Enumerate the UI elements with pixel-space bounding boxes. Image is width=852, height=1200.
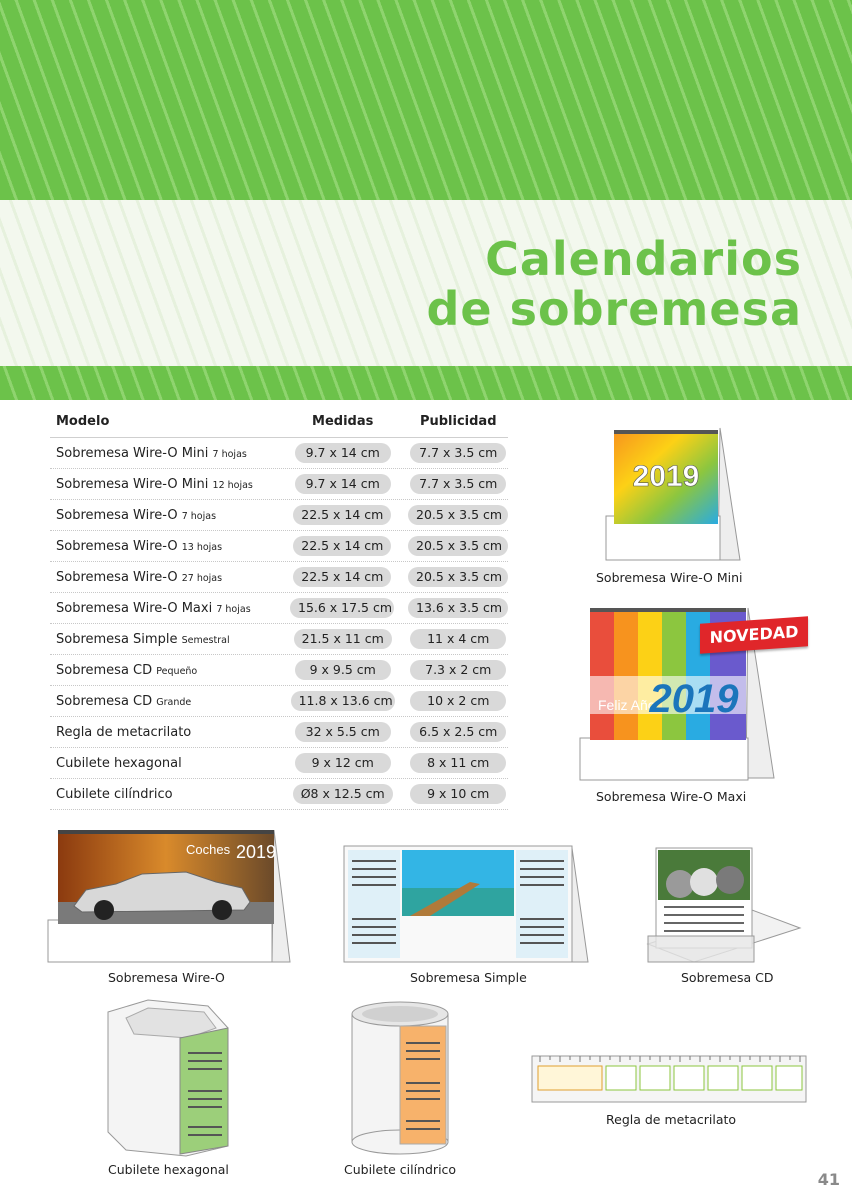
- row-model-name: Sobremesa Wire-O: [56, 538, 178, 554]
- row-model-name: Sobremesa CD: [56, 693, 153, 709]
- publicidad-pill: 7.3 x 2 cm: [410, 660, 506, 680]
- product-hexagonal-illustration: [104, 998, 234, 1158]
- table-row: [50, 717, 508, 748]
- row-publicidad: [408, 660, 508, 680]
- publicidad-pill: 8 x 11 cm: [410, 753, 506, 773]
- row-model: [50, 508, 289, 523]
- row-model-name: Sobremesa Wire-O Mini: [56, 476, 209, 492]
- row-model: [50, 694, 289, 709]
- row-publicidad: [408, 505, 508, 525]
- row-model-note: Pequeño: [156, 665, 198, 677]
- row-publicidad: [408, 629, 508, 649]
- row-publicidad: [408, 443, 508, 463]
- page-title-line1: Calendarios: [485, 232, 802, 286]
- page-title-line2: de sobremesa: [426, 282, 802, 336]
- medidas-pill: 9 x 9.5 cm: [295, 660, 391, 680]
- header-publicidad: Publicidad: [419, 414, 497, 429]
- maxi-greeting-text: Feliz Año: [598, 697, 656, 713]
- table-row: [50, 593, 508, 624]
- row-model-note: 13 hojas: [181, 541, 223, 553]
- table-row: [50, 779, 508, 810]
- wireo-year-text: 2019: [236, 842, 277, 862]
- product-wireo-illustration: [46, 826, 292, 966]
- medidas-pill: 11.8 x 13.6 cm: [291, 691, 395, 711]
- row-medidas: [291, 784, 395, 804]
- table-row: [50, 531, 508, 562]
- publicidad-pill: 11 x 4 cm: [410, 629, 506, 649]
- row-publicidad: [408, 753, 508, 773]
- product-mini-illustration: [600, 420, 750, 566]
- row-model: [50, 663, 289, 678]
- publicidad-pill: 20.5 x 3.5 cm: [408, 567, 508, 587]
- row-model: [50, 446, 289, 461]
- medidas-pill: 15.6 x 17.5 cm: [290, 598, 394, 618]
- table-row: [50, 624, 508, 655]
- row-model: [50, 570, 289, 585]
- row-model-name: Regla de metacrilato: [56, 724, 192, 740]
- row-model: [50, 601, 288, 616]
- row-medidas: [291, 443, 395, 463]
- publicidad-pill: 13.6 x 3.5 cm: [408, 598, 508, 618]
- table-header: [50, 406, 508, 438]
- publicidad-pill: 7.7 x 3.5 cm: [410, 474, 506, 494]
- table-row: [50, 655, 508, 686]
- row-medidas: [291, 691, 395, 711]
- caption-cd: Sobremesa CD: [681, 970, 774, 985]
- table-row: [50, 686, 508, 717]
- publicidad-pill: 9 x 10 cm: [410, 784, 506, 804]
- row-medidas: [291, 753, 395, 773]
- row-model-name: Sobremesa CD: [56, 662, 153, 678]
- row-model-note: 7 hojas: [212, 448, 247, 460]
- product-cilindrico-illustration: [348, 1000, 452, 1156]
- row-medidas: [291, 660, 395, 680]
- row-model-note: 7 hojas: [216, 603, 251, 615]
- row-model: [50, 725, 289, 740]
- row-model-name: Sobremesa Wire-O Maxi: [56, 600, 213, 616]
- row-model: [50, 756, 289, 771]
- product-regla-illustration: [530, 1052, 810, 1106]
- publicidad-pill: 7.7 x 3.5 cm: [410, 443, 506, 463]
- table-row: [50, 748, 508, 779]
- row-publicidad: [409, 691, 508, 711]
- medidas-pill: 21.5 x 11 cm: [294, 629, 392, 649]
- table-row: [50, 469, 508, 500]
- row-medidas: [291, 722, 395, 742]
- row-model-note: 12 hojas: [212, 479, 253, 491]
- medidas-pill: 9 x 12 cm: [295, 753, 391, 773]
- row-publicidad: [408, 598, 508, 618]
- mini-year-text: 2019: [632, 460, 700, 493]
- row-model-note: Grande: [156, 696, 192, 708]
- header-stripe-band: [0, 0, 852, 200]
- caption-mini: Sobremesa Wire-O Mini: [596, 570, 743, 585]
- table-body: [50, 438, 508, 810]
- maxi-year-text: 2019: [649, 677, 739, 721]
- product-simple-illustration: [340, 842, 590, 968]
- table-row: [50, 500, 508, 531]
- page-number: 41: [817, 1170, 840, 1189]
- row-model-name: Sobremesa Wire-O: [56, 569, 178, 585]
- caption-maxi: Sobremesa Wire-O Maxi: [596, 789, 747, 804]
- row-medidas: [291, 474, 395, 494]
- caption-wireo: Sobremesa Wire-O: [108, 970, 225, 985]
- novedad-badge: NOVEDAD: [700, 616, 808, 654]
- caption-hexagonal: Cubilete hexagonal: [108, 1162, 229, 1177]
- medidas-pill: 9.7 x 14 cm: [295, 443, 391, 463]
- row-medidas: [290, 598, 394, 618]
- row-model: [50, 539, 289, 554]
- row-model-name: Cubilete hexagonal: [56, 755, 182, 771]
- medidas-pill: 22.5 x 14 cm: [293, 536, 391, 556]
- medidas-pill: Ø8 x 12.5 cm: [293, 784, 393, 804]
- wireo-label-text: Coches: [186, 842, 231, 857]
- medidas-pill: 32 x 5.5 cm: [295, 722, 391, 742]
- header-model: Modelo: [56, 414, 110, 429]
- row-medidas: [291, 629, 395, 649]
- row-publicidad: [408, 474, 508, 494]
- row-model-name: Sobremesa Wire-O Mini: [56, 445, 209, 461]
- row-model-name: Cubilete cilíndrico: [56, 786, 173, 802]
- header-stripe-lower: [0, 366, 852, 400]
- table-row: [50, 438, 508, 469]
- row-medidas: [291, 505, 394, 525]
- row-publicidad: [408, 536, 508, 556]
- publicidad-pill: 20.5 x 3.5 cm: [408, 536, 508, 556]
- row-medidas: [291, 567, 394, 587]
- row-model-name: Sobremesa Simple: [56, 631, 178, 647]
- spec-table: [50, 406, 508, 810]
- caption-cilindrico: Cubilete cilíndrico: [344, 1162, 457, 1177]
- row-publicidad: [408, 567, 508, 587]
- row-model: [50, 632, 289, 647]
- row-model-name: Sobremesa Wire-O: [56, 507, 178, 523]
- publicidad-pill: 20.5 x 3.5 cm: [408, 505, 508, 525]
- publicidad-pill: 6.5 x 2.5 cm: [410, 722, 506, 742]
- product-cd-illustration: [642, 844, 806, 966]
- header-medidas: Medidas: [312, 414, 374, 429]
- row-model-note: 7 hojas: [181, 510, 217, 522]
- row-publicidad: [408, 722, 508, 742]
- caption-simple: Sobremesa Simple: [410, 970, 527, 985]
- row-model: [50, 477, 289, 492]
- medidas-pill: 22.5 x 14 cm: [293, 505, 391, 525]
- row-publicidad: [408, 784, 508, 804]
- row-model-note: 27 hojas: [181, 572, 223, 584]
- medidas-pill: 22.5 x 14 cm: [293, 567, 391, 587]
- medidas-pill: 9.7 x 14 cm: [295, 474, 391, 494]
- row-model: [50, 787, 289, 802]
- table-row: [50, 562, 508, 593]
- caption-regla: Regla de metacrilato: [606, 1112, 737, 1127]
- publicidad-pill: 10 x 2 cm: [410, 691, 506, 711]
- row-medidas: [291, 536, 394, 556]
- row-model-note: Semestral: [181, 634, 230, 646]
